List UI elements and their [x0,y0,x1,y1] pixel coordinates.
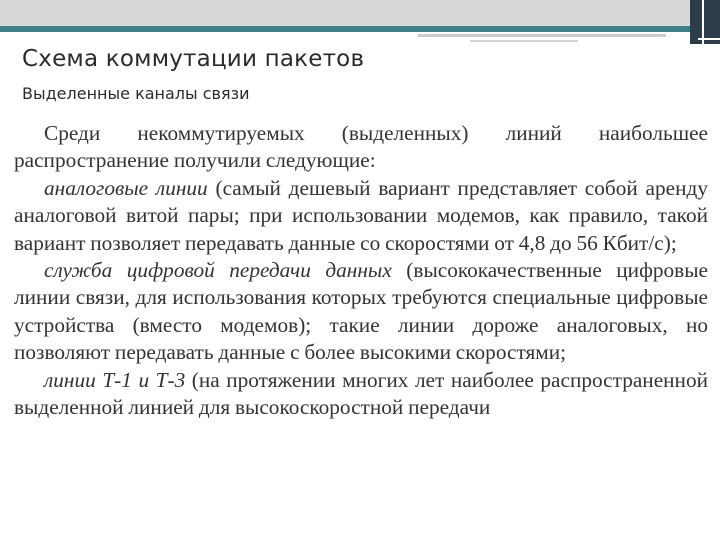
list-item-digital [14,257,708,367]
slide-subtitle: Выделенные каналы связи [22,84,250,103]
corner-decor-stripe-horizontal [698,38,720,40]
header-accent-line [0,26,690,32]
item-text-digital: (высококачественные цифровые линии связи, для использования которых требуются специальные цифровые устройства (вместо модемов); такие линии дороже аналоговых, но позволяют передавать данные с более высокими скоростями; [14,258,708,365]
header-decor-line-short [470,40,578,42]
header-band [0,0,720,26]
term-digital-service: служба цифровой передачи данных [44,258,392,283]
slide-body [14,120,708,421]
item-text-analog: (самый дешевый вариант представляет собой аренду аналоговой витой пары; при использовании модемов, как правило, такой вариант позволяет передавать данные со скоростями от 4,8 до 56 Кбит/с); [14,175,708,255]
term-t-lines: линии Т-1 и Т-3 [44,367,186,392]
intro-paragraph: Среди некоммутируемых (выделенных) линий наибольшее распространение получили следующие: [14,121,708,173]
term-analog-lines: аналоговые линии [44,175,208,200]
item-text-t-lines: (на протяжении многих лет наиболее распространенной выделенной линией для высокоскоростной передачи [14,367,708,420]
list-item-t-lines [14,367,708,422]
slide-title: Схема коммутации пакетов [22,46,365,72]
list-item-analog [14,175,708,257]
header-decor-line [418,34,666,37]
